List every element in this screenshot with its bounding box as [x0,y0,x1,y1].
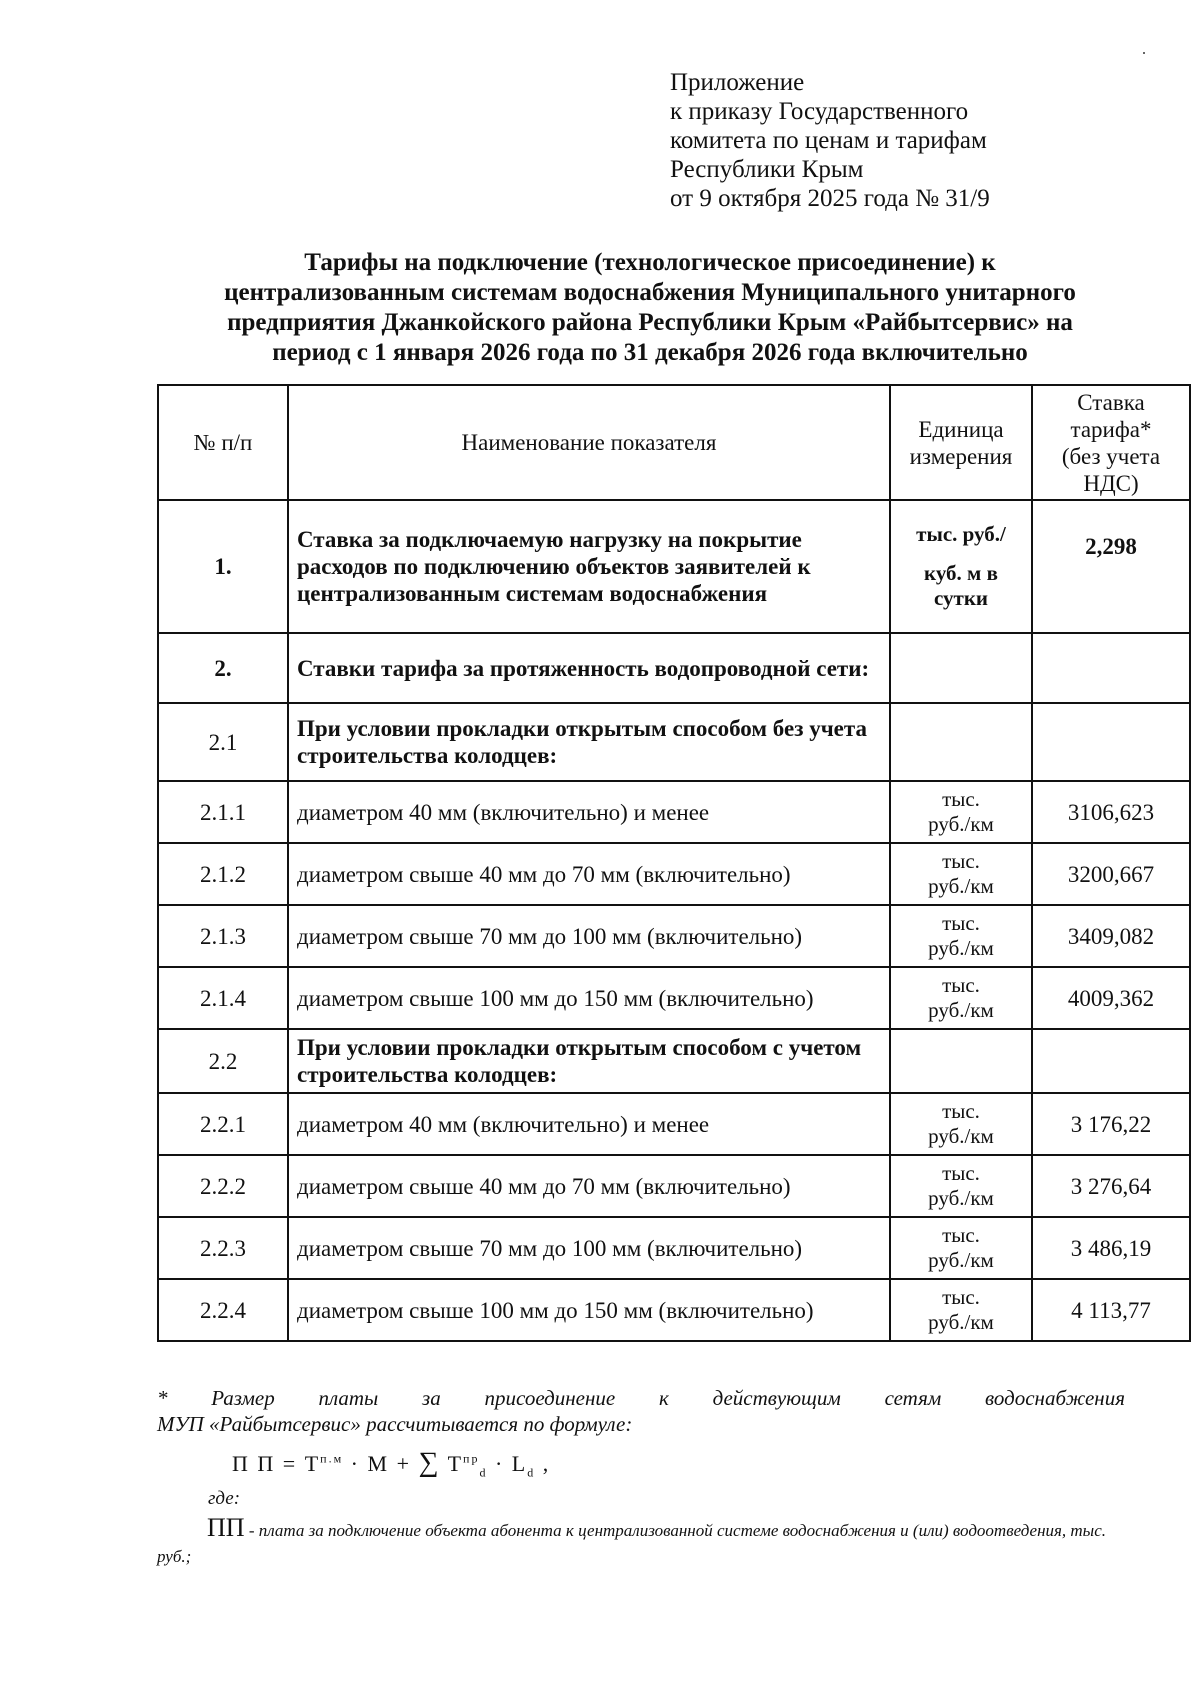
row-unit [890,843,1032,905]
header-rate [1032,385,1190,500]
formula-t2-sup: пр [463,1451,480,1466]
appendix-line: комитета по ценам и тарифам [670,127,987,154]
table-row [158,703,1190,781]
row-unit-line: тыс. руб./ [916,522,1006,546]
title-line: период с 1 января 2026 года по 31 декабря 2026 года включительно [272,339,1028,366]
row-unit [890,1279,1032,1341]
row-unit-line: руб./км [928,874,994,898]
row-unit-line: тыс. [942,849,980,873]
row-num: 2.1.1 [158,781,288,843]
row-unit-line: руб./км [928,812,994,836]
row-num: 2.1.2 [158,843,288,905]
row-unit-line: тыс. [942,787,980,811]
row-num: 2.2 [158,1029,288,1093]
header-name: Наименование показателя [288,385,890,500]
row-name: Ставка за подключаемую нагрузку на покрытие расходов по подключению объектов заявителей к централизованным системам водоснабжения [288,500,890,633]
table-row [158,1279,1190,1341]
row-value: 3 486,19 [1032,1217,1190,1279]
table-row [158,967,1190,1029]
where-label: где: [208,1488,241,1509]
title-line: предприятия Джанкойского района Республики Крым «Райбытсервис» на [227,309,1073,336]
row-name: При условии прокладки открытым способом без учета строительства колодцев: [288,703,890,781]
row-num: 1. [158,500,288,633]
appendix-line: к приказу Государственного [670,98,969,125]
table-row [158,500,1190,633]
formula-t2: T [447,1451,464,1476]
row-unit [890,633,1032,703]
row-unit-line: руб./км [928,1248,994,1272]
definition-symbol: ПП [207,1513,245,1542]
row-name: диаметром 40 мм (включительно) и менее [288,1093,890,1155]
footnote [157,1385,1125,1437]
table-row [158,1093,1190,1155]
row-unit-line: тыс. [942,1285,980,1309]
document-title [150,248,1150,368]
definition-text: - плата за подключение объекта абонента к централизованной системе водоснабжения и (или) водоотведения, тыс. руб.; [157,1521,1106,1566]
formula-eq: = [282,1451,298,1476]
table-row [158,1029,1190,1093]
appendix-line: Республики Крым [670,156,864,183]
formula-lhs: П П [232,1451,276,1476]
row-value [1032,703,1190,781]
row-name: диаметром 40 мм (включительно) и менее [288,781,890,843]
table-row [158,1217,1190,1279]
row-unit-line: руб./км [928,998,994,1022]
header-num: № п/п [158,385,288,500]
row-unit-line: руб./км [928,1186,994,1210]
header-rate-line: Ставка [1077,389,1145,415]
header-rate-line: (без учета [1061,443,1161,469]
row-unit [890,781,1032,843]
row-name: диаметром свыше 40 мм до 70 мм (включительно) [288,1155,890,1217]
formula-comma: , [542,1451,551,1476]
row-value [1032,1029,1190,1093]
table-row [158,1155,1190,1217]
header-unit [890,385,1032,500]
row-value: 3106,623 [1032,781,1190,843]
row-unit [890,500,1032,633]
footnote-line: МУП «Райбытсервис» рассчитывается по формуле: [157,1412,633,1436]
appendix-line: Приложение [670,69,805,96]
table-row [158,781,1190,843]
tariff-table [157,384,1191,1342]
row-unit-line: руб./км [928,1124,994,1148]
table-row [158,633,1190,703]
formula-t1-sup: п.м [320,1451,344,1466]
formula-m: · M [350,1451,390,1476]
row-value: 4 113,77 [1032,1279,1190,1341]
title-line: Тарифы на подключение (технологическое присоединение) к [304,249,996,276]
row-name: диаметром свыше 40 мм до 70 мм (включительно) [288,843,890,905]
row-num: 2.1.4 [158,967,288,1029]
table-row [158,905,1190,967]
formula-sum: ∑ [418,1447,441,1478]
row-value: 3409,082 [1032,905,1190,967]
row-unit-line: тыс. [942,1099,980,1123]
row-name: диаметром свыше 100 мм до 150 мм (включительно) [288,967,890,1029]
row-value: 4009,362 [1032,967,1190,1029]
row-num: 2.2.1 [158,1093,288,1155]
formula-t1: T [304,1451,321,1476]
row-unit [890,1217,1032,1279]
header-unit-line: измерения [909,443,1013,469]
footnote-line: * Размер платы за присоединение к действующим сетям водоснабжения [157,1386,1125,1410]
row-value: 3200,667 [1032,843,1190,905]
row-unit [890,1093,1032,1155]
row-name: При условии прокладки открытым способом с учетом строительства колодцев: [288,1029,890,1093]
row-unit-line: тыс. [942,973,980,997]
row-unit-line: куб. м в [924,561,998,585]
row-unit-line: сутки [933,586,989,610]
header-unit-line: Единица [918,416,1004,442]
row-num: 2.2.4 [158,1279,288,1341]
row-num: 2.1 [158,703,288,781]
row-unit-line: тыс. [942,1161,980,1185]
row-num: 2. [158,633,288,703]
row-name: Ставки тарифа за протяженность водопроводной сети: [288,633,890,703]
header-rate-line: НДС) [1083,470,1139,496]
row-num: 2.2.2 [158,1155,288,1217]
row-name: диаметром свыше 100 мм до 150 мм (включительно) [288,1279,890,1341]
formula-t2-sub: d [479,1465,488,1480]
row-unit-line: руб./км [928,1310,994,1334]
row-unit-line: руб./км [928,936,994,960]
row-num: 2.1.3 [158,905,288,967]
formula [232,1447,550,1480]
appendix-header [670,68,990,213]
row-unit [890,967,1032,1029]
appendix-line: от 9 октября 2025 года № 31/9 [670,185,990,212]
title-line: централизованным системам водоснабжения Муниципального унитарного [224,279,1076,306]
row-unit [890,1155,1032,1217]
header-rate-line: тарифа* [1070,416,1152,442]
formula-l: · L [494,1451,528,1476]
row-name: диаметром свыше 70 мм до 100 мм (включительно) [288,905,890,967]
row-unit [890,703,1032,781]
row-value: 3 276,64 [1032,1155,1190,1217]
scan-speck [1143,52,1145,54]
row-value: 2,298 [1032,500,1190,633]
formula-plus: + [396,1451,411,1476]
formula-l-sub: d [527,1465,536,1480]
table-row [158,843,1190,905]
row-value: 3 176,22 [1032,1093,1190,1155]
row-unit [890,1029,1032,1093]
row-name: диаметром свыше 70 мм до 100 мм (включительно) [288,1217,890,1279]
row-unit-line: тыс. [942,1223,980,1247]
table-header-row [158,385,1190,500]
definition [157,1515,1125,1570]
row-unit [890,905,1032,967]
row-num: 2.2.3 [158,1217,288,1279]
row-unit-line: тыс. [942,911,980,935]
row-value [1032,633,1190,703]
